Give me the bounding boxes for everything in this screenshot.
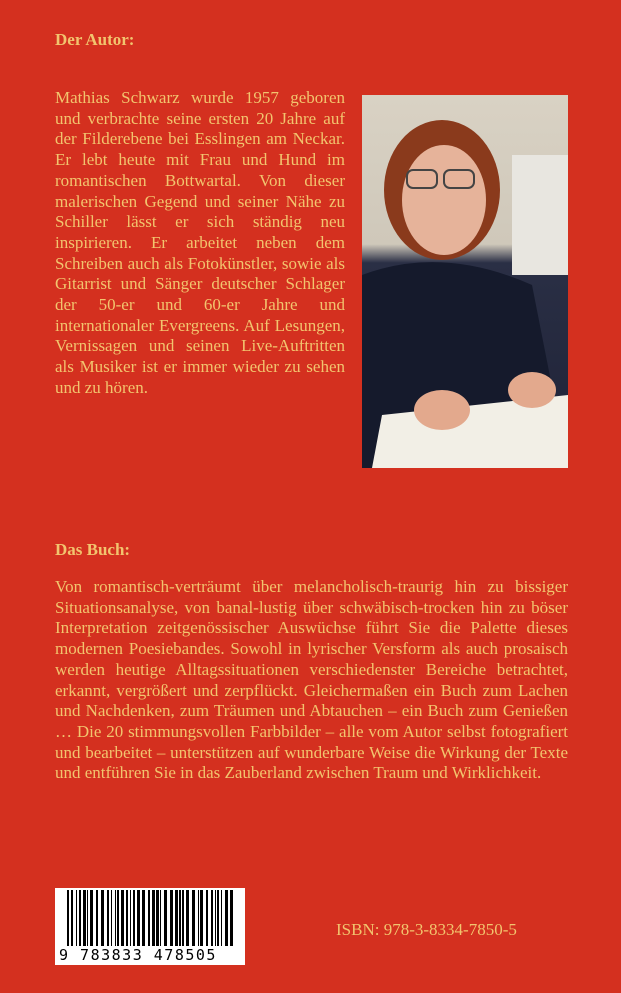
barcode <box>55 888 245 965</box>
barcode-bar <box>67 890 69 946</box>
barcode-bar <box>192 890 195 946</box>
barcode-bar <box>142 890 145 946</box>
isbn: ISBN: 978-3-8334-7850-5 <box>336 920 517 939</box>
barcode-bar <box>182 890 184 946</box>
barcode-bar <box>211 890 213 946</box>
barcode-bar <box>130 890 131 946</box>
barcode-bar <box>160 890 161 946</box>
barcode-bar <box>164 890 167 946</box>
barcode-bar <box>170 890 173 946</box>
barcode-bar <box>76 890 77 946</box>
barcode-bar <box>217 890 219 946</box>
barcode-bar <box>215 890 216 946</box>
barcode-bar <box>101 890 104 946</box>
barcode-bar <box>90 890 93 946</box>
barcode-bar <box>221 890 222 946</box>
barcode-bar <box>96 890 98 946</box>
barcode-bar <box>111 890 112 946</box>
barcode-bar <box>115 890 116 946</box>
book-heading: Das Buch: <box>55 540 131 559</box>
barcode-digits: 9 783833 478505 <box>59 946 217 964</box>
barcode-bar <box>156 890 159 946</box>
barcode-bar <box>206 890 208 946</box>
barcode-bar <box>148 890 150 946</box>
barcode-bar <box>198 890 199 946</box>
barcode-bar <box>83 890 86 946</box>
author-heading: Der Autor: <box>55 30 135 49</box>
barcode-bar <box>87 890 88 946</box>
barcode-bar <box>225 890 228 946</box>
author-photo <box>362 95 568 468</box>
barcode-bar <box>152 890 155 946</box>
barcode-bar <box>186 890 189 946</box>
barcode-bar <box>71 890 73 946</box>
barcode-bar <box>179 890 181 946</box>
barcode-bar <box>121 890 124 946</box>
book-description: Von romantisch-verträumt über melancholisch-traurig hin zu bissiger Situationsanalyse, von banal-lustig über schwäbisch-trocken hin zu böser Interpretation zeitgenössischer Auswüchse führt Sie die Palette dieses modernen Poesiebandes. Sowohl in lyrischer Versform als auch prosaisch werden heutige Alltagssituationen verschiedenster Bereiche betrachtet, erkannt, vergrößert und zerpflückt. Gleichermaßen ein Buch zum Lachen und Nachdenken, zum Träumen und Abtauchen – ein Buch zum Genießen … Die 20 stimmungsvollen Farbbilder – alle vom Autor selbst fotografiert und bearbeitet – unterstützen auf wunderbare Weise die Wirkung der Texte und entführen Sie in das Zauberland zwischen Traum und Wirklichkeit. <box>55 577 568 783</box>
barcode-bar <box>137 890 140 946</box>
barcode-bar <box>117 890 119 946</box>
barcode-bar <box>107 890 109 946</box>
barcode-bar <box>200 890 203 946</box>
barcode-bar <box>79 890 81 946</box>
barcode-bar <box>230 890 233 946</box>
barcode-bar <box>175 890 178 946</box>
barcode-bar <box>133 890 135 946</box>
author-bio: Mathias Schwarz wurde 1957 geboren und verbrachte seine ersten 20 Jahre auf der Filderebene bei Esslingen am Neckar. Er lebt heute mit Frau und Hund im romantischen Bottwartal. Von dieser malerischen Gegend und seiner Nähe zu Schiller lässt er sich ständig neu inspirieren. Er arbeitet neben dem Schreiben auch als Fotokünstler, sowie als Gitarrist und Sänger deutscher Schlager der 50-er und 60-er Jahre und internationaler Evergreens. Auf Lesungen, Vernissagen und seinen Live-Auftritten als Musiker ist er immer wieder zu sehen und zu hören. <box>55 88 345 397</box>
barcode-bar <box>126 890 128 946</box>
